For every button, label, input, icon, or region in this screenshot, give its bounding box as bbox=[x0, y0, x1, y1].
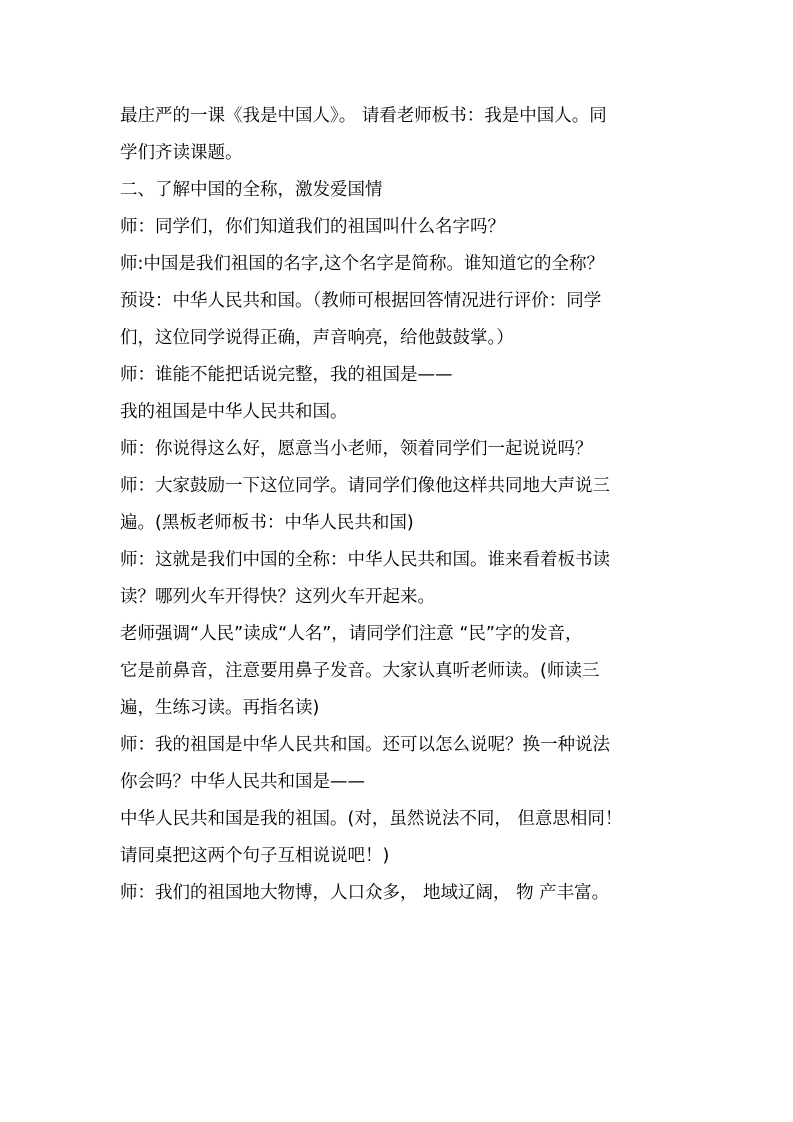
text-line-9: 我的祖国是中华人民共和国。 bbox=[120, 402, 348, 422]
text-line-13: 师：这就是我们中国的全称：中华人民共和国。谁来看着板书读 bbox=[120, 550, 610, 570]
text-line-19: 你会吗？中华人民共和国是—— bbox=[120, 772, 365, 792]
section-heading: 二、了解中国的全称，激发爱国情 bbox=[120, 180, 383, 200]
text-line-15: 老师强调“人民”读成“人名”，请同学们注意 “民”字的发音， bbox=[120, 624, 583, 644]
text-line-12: 遍。(黑板老师板书：中华人民共和国) bbox=[120, 513, 414, 533]
text-line-1: 最庄严的一课《我是中国人》。 请看老师板书：我是中国人。同 bbox=[120, 106, 607, 126]
text-line-10: 师：你说得这么好，愿意当小老师，领着同学们一起说说吗？ bbox=[120, 439, 593, 459]
text-line-7: 们，这位同学说得正确，声音响亮，给他鼓鼓掌。） bbox=[120, 328, 514, 348]
text-line-16: 它是前鼻音，注意要用鼻子发音。大家认真听老师读。(师读三 bbox=[120, 661, 600, 681]
text-line-8: 师：谁能不能把话说完整，我的祖国是—— bbox=[120, 365, 453, 385]
text-line-5: 师:中国是我们祖国的名字,这个名字是简称。谁知道它的全称？ bbox=[120, 254, 604, 274]
text-line-14: 读？哪列火车开得快？这列火车开起来。 bbox=[120, 587, 435, 607]
text-line-11: 师：大家鼓励一下这位同学。请同学们像他这样共同地大声说三 bbox=[120, 476, 610, 496]
text-line-21: 请同桌把这两个句子互相说说吧！) bbox=[120, 846, 390, 866]
document-body bbox=[120, 98, 680, 912]
text-line-18: 师：我的祖国是中华人民共和国。还可以怎么说呢？换一种说法 bbox=[120, 735, 610, 755]
text-line-6: 预设：中华人民共和国。（教师可根据回答情况进行评价：同学 bbox=[120, 291, 602, 311]
text-line-17: 遍，生练习读。再指名读) bbox=[120, 698, 320, 718]
text-line-22: 师：我们的祖国地大物博，人口众多， 地域辽阔， 物 产丰富。 bbox=[120, 883, 610, 903]
text-line-2: 学们齐读课题。 bbox=[120, 143, 243, 163]
text-line-4: 师：同学们，你们知道我们的祖国叫什么名字吗？ bbox=[120, 217, 505, 237]
text-line-20: 中华人民共和国是我的祖国。(对，虽然说法不同， 但意思相同！ bbox=[120, 809, 623, 829]
